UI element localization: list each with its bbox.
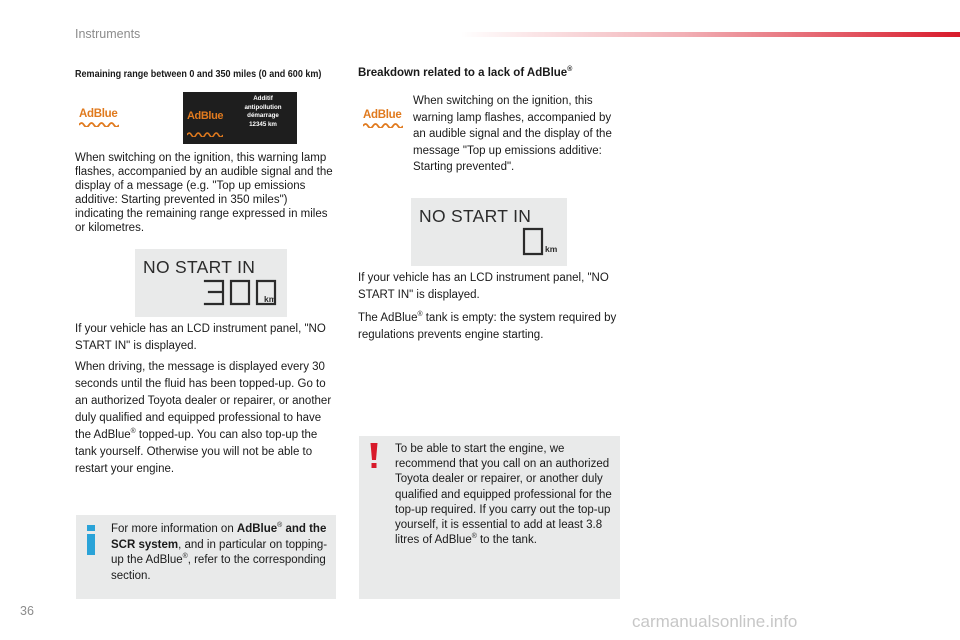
info-text-c: , refer to the corresponding section. <box>111 554 326 582</box>
adblue-logo-text: AdBlue <box>363 109 402 121</box>
panel-message-line: Additif <box>253 95 273 102</box>
adblue-panel-wave-icon <box>187 131 223 137</box>
page-number: 36 <box>20 604 34 618</box>
info-text-b: , and in particular on topping-up the AdBlue <box>111 538 328 566</box>
page-header-title: Instruments <box>75 27 141 41</box>
warn-text-b: to the tank. <box>476 534 537 547</box>
info-bold-b: and the SCR system <box>111 523 327 551</box>
warning-note-text <box>395 442 615 548</box>
info-icon <box>86 525 96 555</box>
lcd-label: NO START IN <box>143 257 256 277</box>
right-lcd-paragraph: If your vehicle has an LCD instrument panel, "NO START IN" is displayed. <box>358 272 609 301</box>
registered-mark: ® <box>471 533 477 541</box>
info-text-a: For more information on <box>111 523 237 535</box>
right-warning-paragraph: When switching on the ignition, this warning lamp flashes, accompanied by an audible signal and the display of the message "Top up emissions additive: Starting prevented". <box>413 95 612 173</box>
registered-mark: ® <box>277 522 283 530</box>
left-driving-paragraph <box>75 359 337 478</box>
panel-message <box>231 95 295 129</box>
lcd-display-300 <box>135 249 287 317</box>
left-warning-paragraph: When switching on the ignition, this warning lamp flashes, accompanied by an audible signal and the display of a message (e.g. "Top up emissions additive: Starting prevented in 350 miles") indicating the remaining range expressed in miles or kilometres. <box>75 152 333 234</box>
panel-message-line: démarrage <box>247 112 279 119</box>
info-bold-a: AdBlue <box>236 523 278 535</box>
lcd-unit: km <box>264 294 277 304</box>
lcd-digits-0 <box>411 198 567 266</box>
info-note-box <box>76 515 336 599</box>
watermark: carmanualsonline.info <box>632 612 798 631</box>
right-tank-paragraph <box>358 310 622 344</box>
adblue-wave-icon <box>79 121 119 127</box>
adblue-logo-text: AdBlue <box>79 108 118 120</box>
registered-mark: ® <box>417 311 423 319</box>
adblue-wave-icon <box>363 122 403 128</box>
adblue-warning-lamp-icon <box>363 109 413 131</box>
registered-mark: ® <box>130 428 136 436</box>
right-heading-text: Breakdown related to a lack of AdBlue <box>358 67 568 79</box>
panel-message-line: antipollution <box>244 103 282 111</box>
panel-message-line: 12345 km <box>249 120 277 128</box>
left-lcd-paragraph: If your vehicle has an LCD instrument panel, "NO START IN" is displayed. <box>75 323 326 352</box>
lcd-digits-300 <box>135 249 287 317</box>
lcd-label: NO START IN <box>419 206 532 226</box>
warning-note-box <box>359 436 620 599</box>
adblue-panel-icon-text: AdBlue <box>187 110 224 122</box>
driving-text-b: topped-up. You can also top-up the tank yourself. Otherwise you will not be able to restart your engine. <box>75 429 318 475</box>
warn-text-a: To be able to start the engine, we recommend that you call on an authorized Toyota dealer or repairer, or another duly qualified and equipped professional for the top-up required. If you carry out the top-up yourself, it is essential to add at least 3.8 litres of AdBlue <box>395 443 612 547</box>
header-accent-bar <box>460 32 960 37</box>
tank-text-a: The AdBlue <box>358 312 418 324</box>
adblue-panel-icon <box>187 106 227 134</box>
instrument-panel-display <box>183 92 297 144</box>
driving-text-a: When driving, the message is displayed every 30 seconds until the fluid has been topped-up. Go to an authorized Toyota dealer or repairer, or another duly qualified and equipped professional to have the AdBlue <box>75 361 332 441</box>
right-section-heading <box>358 67 572 79</box>
registered-mark: ® <box>567 66 573 74</box>
adblue-warning-lamp-icon <box>79 108 129 130</box>
info-note-text <box>111 522 331 584</box>
left-section-heading: Remaining range between 0 and 350 miles (0 and 600 km) <box>75 68 322 80</box>
lcd-unit: km <box>545 244 558 254</box>
lcd-display-0 <box>411 198 567 266</box>
tank-text-b: tank is empty: the system required by regulations prevents engine starting. <box>358 312 617 341</box>
registered-mark: ® <box>182 553 188 561</box>
exclamation-icon <box>369 443 379 469</box>
